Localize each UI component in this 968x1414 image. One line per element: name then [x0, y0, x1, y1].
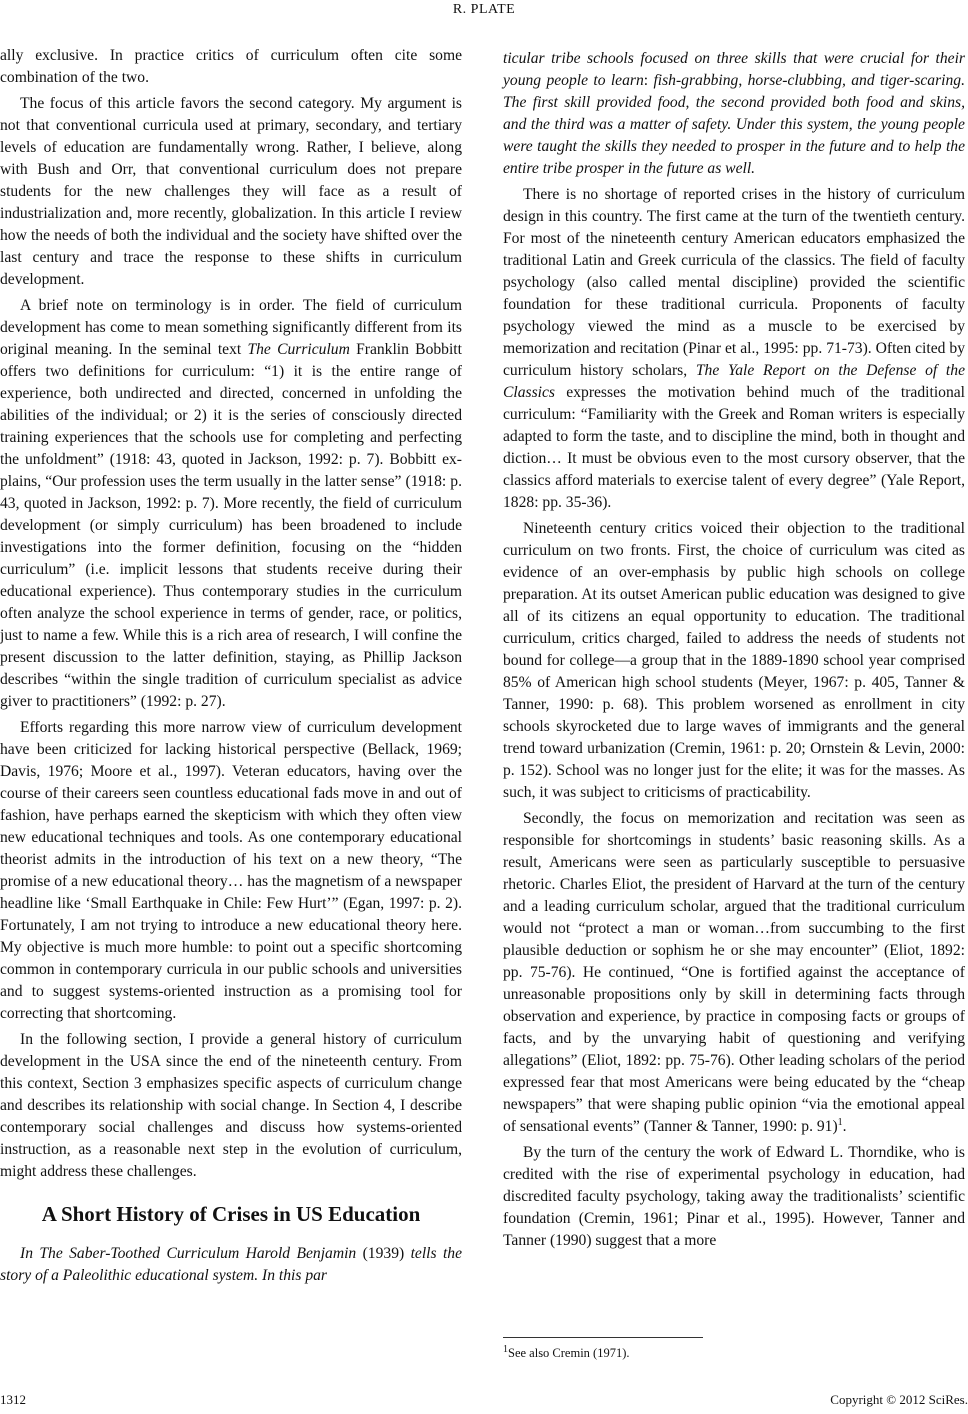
paragraph — [0, 295, 462, 713]
paragraph — [503, 184, 965, 514]
footnote-divider — [503, 1337, 703, 1338]
italic-text: , and tiger-scaring. The first skill provided food, the second provided both food and skins — [503, 72, 966, 111]
text-run: A brief note on terminology is in order. The field of curriculum development has come to mean something significantly different from its original meaning. In the seminal text — [0, 297, 462, 358]
text-run: Franklin Bobbitt offers two definitions for curriculum: “1) it is the entire range of experience, both undirected and directed, concerned in unfolding the abilities of the individual; or 2) it is the series of consciously directed training experiences that the schools use for completing and perfecting the unfoldment” (1918: 43, quoted in Jackson, 1992: p. 7). Bobbitt explains, “Our profession uses the term usually in the latter sense” (1918: p. 43, quoted in Jackson, 1992: p. 7). More recently, the field of curriculum development (or simply curriculum) has been broadened to include investigations into the former definition, focusing on the “hidden curriculum” (i.e. implicit lessons that students receive during their educational experience). Thus contemporary studies in the curriculum often analyze the school experience in terms of gender, race, or politics, just to name a few. While this is a rich area of research, I will confine the present discussion to the latter definition, staying, as Phillip Jackson describes “within the single tradition of curriculum specialist as advice giver to practitioners” (1992: p. 27). — [0, 341, 462, 710]
paragraph: ally exclusive. In practice critics of curriculum often cite some combination of the two. — [0, 47, 462, 86]
running-head: R. PLATE — [452, 2, 516, 17]
text-run: (1939) — [356, 1245, 411, 1262]
copyright-notice: Copyright © 2012 SciRes. — [830, 1392, 968, 1407]
paragraph: Nineteenth century critics voiced their objection to the traditional curriculum on two fronts. First, the choice of curriculum was cited as evidence of an over-emphasis by public high schools on college preparation. At its outset American public education was designed to give all of its citizens an equal opportunity to education. The traditional curriculum, critics charged, failed to address the needs of students not bound for college—a group that in the 1889-1890 school year comprised 85% of American high school students (Meyer, 1967: p. 405, Tanner & Tanner, 1990: p. 68). This problem worsened as enrollment in city schools skyrocketed due to large waves of immigrants and the general trend toward urbanization (Cremin, 1961: p. 20; Ornstein & Levin, 2000: p. 152). School was no longer just for the elite; it was for the masses. As such, it was subject to criticisms of practicability. — [503, 520, 965, 801]
paragraph: Efforts regarding this more narrow view of curriculum development have been criticized for lacking historical perspective (Bellack, 1969; Davis, 1976; Moore et al., 1997). Veteran educators, having over the course of their careers seen countless educational fads move in and out of fashion, have perhaps earned the skepticism with which they often view new educational techniques and tools. As one contemporary educational theorist admits in the introduction of his text on a new theory, “The promise of a new educational theory… has the magnetism of a newspaper headline like ‘Small Earthquake in Chile: Few Hurt’” (Egan, 1997: p. 2). Fortunately, I am not trying to introduce a new educational theory here. My objective is much more humble: to point out a specific shortcoming common in contemporary curricula in our public schools and universities and to suggest systems-oriented instruction as a promising tool for correcting that shortcoming. — [0, 719, 462, 1022]
italic-text: tells the story of a Paleolithic educational system. In this par — [0, 1245, 462, 1284]
footnote — [503, 1345, 630, 1361]
paragraph: In the following section, I provide a general history of curriculum development in the USA since the end of the nineteenth century. From this context, Section 3 emphasizes specific aspects of curriculum change and describes its relationship with social change. In Section 4, I describe contemporary social challenges and discuss how systems-oriented instruction, as a reasonable next step in the evolution of curriculum, might address these challenges. — [0, 1031, 462, 1180]
paragraph — [0, 1243, 462, 1287]
paragraph — [503, 808, 965, 1138]
footnote-marker: 1 — [503, 1343, 508, 1355]
italic-text: In The Saber-Toothed Curriculum Harold Benjamin — [20, 1245, 357, 1262]
italic-text: horse-clubbing — [747, 72, 843, 89]
left-column — [0, 45, 462, 1287]
italic-text: ticular tribe schools focused on three skills that were crucial for their young people to learn — [503, 50, 965, 89]
footnote-text: See also Cremin (1971). — [508, 1346, 630, 1360]
text-run: : — [643, 72, 654, 89]
right-column — [503, 48, 965, 1252]
italic-text: fish-grabbing — [653, 72, 739, 89]
text-run: , — [738, 72, 748, 89]
section-heading: A Short History of Crises in US Education — [41, 1202, 421, 1226]
italic-title: The Curriculum — [247, 341, 350, 358]
page-number: 1312 — [0, 1392, 26, 1407]
text-run: There is no shortage of reported crises in the history of curriculum design in this country. The first came at the turn of the twentieth century. For most of the nineteenth century American educators emphasized the traditional Latin and Greek curricula of the classics. The field of faculty psychology (also called mental discipline) provided the scientific foundation for these traditional curricula. Proponents of faculty psychology viewed the mind as a muscle to be exercised by memorization and recitation (Pinar et al., 1995: pp. 71-73). Often cited by curriculum history scholars, — [503, 186, 965, 379]
paragraph — [503, 48, 965, 180]
text-run: expresses the motivation behind much of the traditional curriculum: “Familiarity with the Greek and Roman writers is especially adapted to form the taste, and to discipline the mind, both in thought and diction… It must be obvious even to the most cursory observer, that the classics afford materials to exercise talent of every degree” (Yale Report, 1828: pp. 35-36). — [503, 384, 965, 511]
italic-text: , the young people were taught the skills they needed to prosper in the future and to help the entire tribe prosper in the future as well. — [503, 116, 965, 177]
footnote-marker[interactable]: 1 — [837, 1116, 843, 1128]
text-run: . — [842, 1118, 847, 1135]
italic-text: , and the third was a matter of safety. Under this system — [503, 94, 965, 133]
italic-title: The Yale Report on the Defense of the Classics — [503, 362, 965, 401]
paragraph: The focus of this article favors the second category. My argument is not that conventional curricula used at primary, secondary, and tertiary levels of education are fundamentally wrong. Rather, I believe, along with Bush and Orr, that conventional curriculum does not prepare students for the new challenges they will face as a result of industrialization and, more recently, globalization. In this article I review how the needs of both the individual and the society have shifted over the last century and trace the response to these shifts in curriculum development. — [0, 95, 462, 288]
text-run: Secondly, the focus on memorization and recitation was seen as responsible for shortcomings in students’ basic reasoning skills. As a result, Americans were seen as particularly susceptible to persuasive rhetoric. Charles Eliot, the president of Harvard at the turn of the century and a leading curriculum scholar, argued that the traditional curriculum would not “protect a man or woman…from succumbing to the first plausible deduction or sophism he or she may encounter” (Eliot, 1892: pp. 75-76). He continued, “One is fortified against the acceptance of unreasonable propositions only by skill in determining facts through observation and experience, by practice in composing facts or groups of facts, and by the unvarying habit of questioning and verifying allegations” (Eliot, 1892: pp. 75-76). Other leading scholars of the period expressed fear that most Americans were being educated by the “cheap newspapers” that were shaping public opinion “via the emotional appeal of sensational events” (Tanner & Tanner, 1990: p. 91) — [503, 810, 965, 1135]
paragraph: By the turn of the century the work of Edward L. Thorndike, who is credited with the rise of experimental psychology in education, had discredited faculty psychology, taking away the traditionalists’ scientific foundation (Cremin, 1961; Pinar et al., 1995). However, Tanner and Tanner (1990) suggest that a more — [503, 1144, 965, 1249]
